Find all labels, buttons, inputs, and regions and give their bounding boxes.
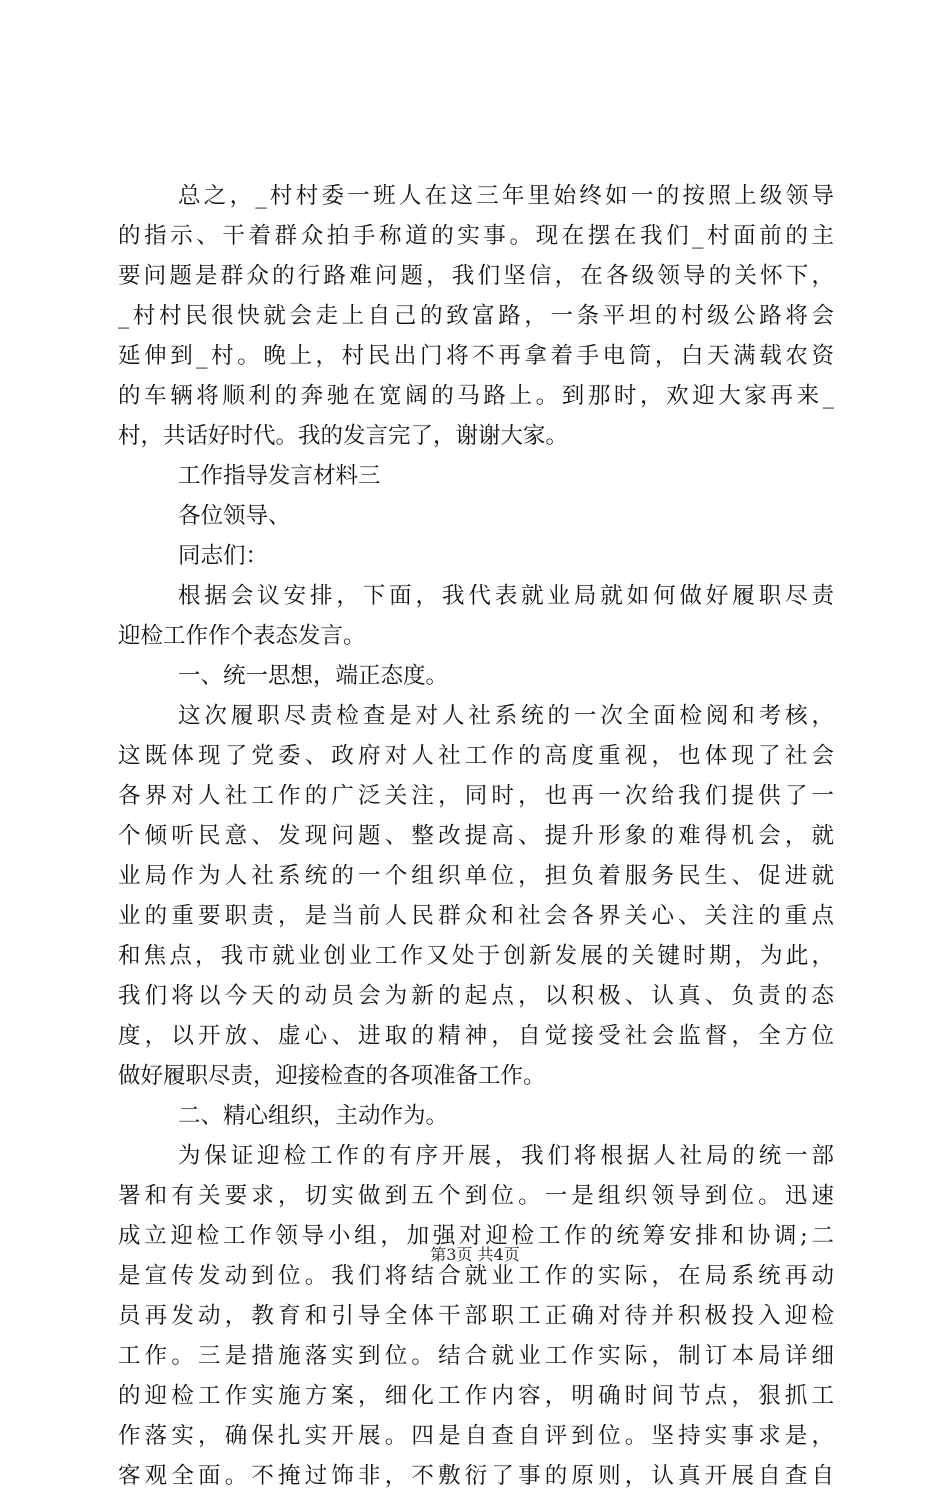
paragraph-line: 的迎检工作实施方案，细化工作内容，明确时间节点，狠抓工 [118, 1383, 834, 1409]
subsection-heading: 一、统一思想，端正态度。 [178, 663, 449, 689]
subsection-heading: 二、精心组织，主动作为。 [178, 1103, 449, 1129]
paragraph-line: 和焦点，我市就业创业工作又处于创新发展的关键时期，为此， [118, 943, 834, 969]
paragraph-line: 业的重要职责，是当前人民群众和社会各界关心、关注的重点 [118, 903, 834, 929]
paragraph-line: 我们将以今天的动员会为新的起点，以积极、认真、负责的态 [118, 983, 834, 1009]
page-number-footer: 第3页 共4页 [430, 1245, 520, 1264]
paragraph-line: 这既体现了党委、政府对人社工作的高度重视，也体现了社会 [118, 743, 834, 769]
salutation-line: 各位领导、 [178, 503, 291, 529]
paragraph-line: 迎检工作作个表态发言。 [118, 623, 366, 649]
paragraph-line: 村，共话好时代。我的发言完了，谢谢大家。 [118, 423, 569, 449]
paragraph-line: 客观全面。不掩过饰非，不敷衍了事的原则，认真开展自查自 [118, 1463, 834, 1489]
paragraph-line: 个倾听民意、发现问题、整改提高、提升形象的难得机会，就 [118, 823, 834, 849]
paragraph-line: 成立迎检工作领导小组，加强对迎检工作的统筹安排和协调;二 [118, 1223, 834, 1249]
paragraph-line: 工作。三是措施落实到位。结合就业工作实际，制订本局详细 [118, 1343, 834, 1369]
paragraph-line: 度，以开放、虚心、进取的精神，自觉接受社会监督，全方位 [118, 1023, 834, 1049]
section-heading: 工作指导发言材料三 [178, 463, 381, 489]
paragraph-line: 延伸到_村。晚上，村民出门将不再拿着手电筒，白天满载农资 [118, 343, 834, 369]
paragraph-line: 署和有关要求，切实做到五个到位。一是组织领导到位。迅速 [118, 1183, 834, 1209]
paragraph-line: 业局作为人社系统的一个组织单位，担负着服务民生、促进就 [118, 863, 834, 889]
paragraph-line: 总之，_村村委一班人在这三年里始终如一的按照上级领导 [178, 183, 834, 209]
paragraph-line: 这次履职尽责检查是对人社系统的一次全面检阅和考核， [178, 703, 834, 729]
document-body [118, 176, 834, 1496]
paragraph-line: 为保证迎检工作的有序开展，我们将根据人社局的统一部 [178, 1143, 834, 1169]
paragraph-line: _村村民很快就会走上自己的致富路，一条平坦的村级公路将会 [118, 303, 834, 329]
paragraph-line: 的车辆将顺利的奔驰在宽阔的马路上。到那时，欢迎大家再来_ [118, 383, 834, 409]
paragraph-line: 根据会议安排，下面，我代表就业局就如何做好履职尽责 [178, 583, 834, 609]
paragraph-line: 是宣传发动到位。我们将结合就业工作的实际，在局系统再动 [118, 1263, 834, 1289]
paragraph-line: 要问题是群众的行路难问题，我们坚信，在各级领导的关怀下， [118, 263, 834, 289]
paragraph-line: 的指示、干着群众拍手称道的实事。现在摆在我们_村面前的主 [118, 223, 834, 249]
paragraph-line: 各界对人社工作的广泛关注，同时，也再一次给我们提供了一 [118, 783, 834, 809]
paragraph-line: 作落实，确保扎实开展。四是自查自评到位。坚持实事求是， [118, 1423, 834, 1449]
salutation-line: 同志们： [178, 543, 269, 569]
paragraph-line: 做好履职尽责，迎接检查的各项准备工作。 [118, 1063, 546, 1089]
paragraph-line: 员再发动，教育和引导全体干部职工正确对待并积极投入迎检 [118, 1303, 834, 1329]
